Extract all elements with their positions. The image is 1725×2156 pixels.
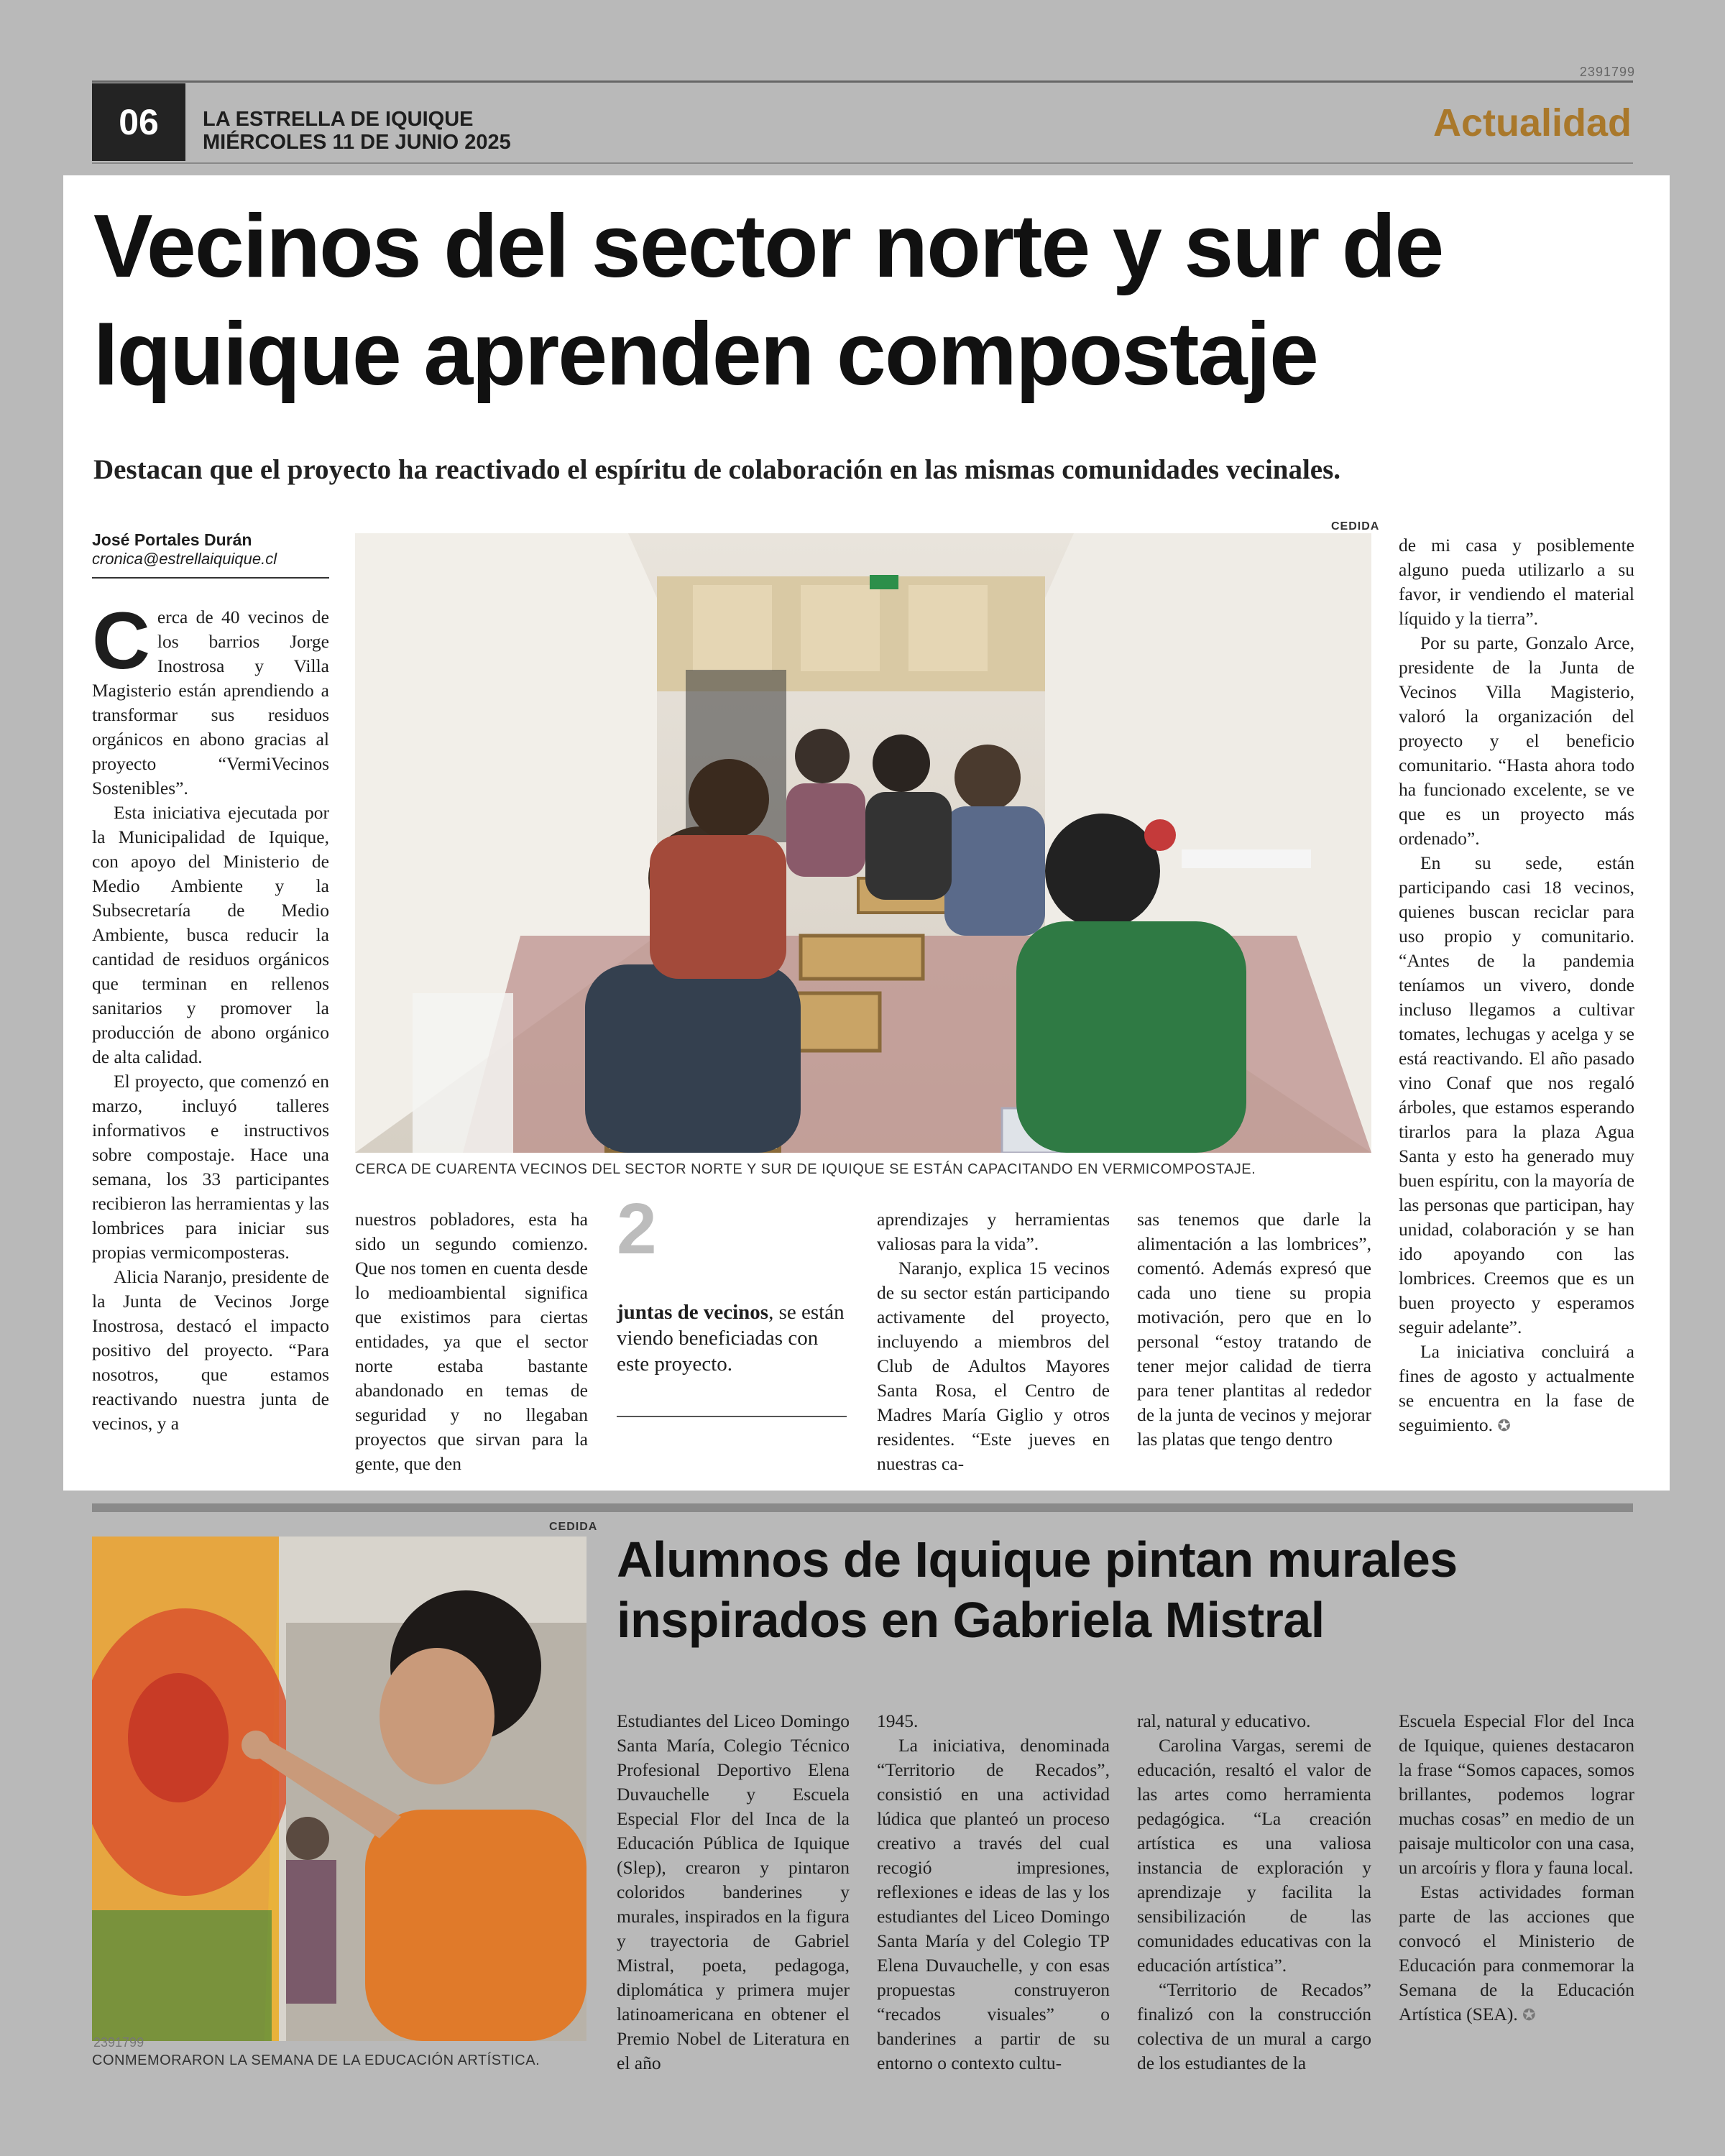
article-paragraph: El proyecto, que comenzó en marzo, incluyó talleres informativos e instructivos sobre compostaje. Hace una semana, los 33 participantes recibieron las herramientas y las lombrices para iniciar sus propias vermicomposteras. (92, 1071, 329, 1263)
mural-painting-photo (92, 1537, 586, 2041)
article-column-4 (877, 1207, 1110, 1476)
article-paragraph: Escuela Especial Flor del Inca de Iquique, quienes destacaron la frase “Somos capaces, somos brillantes, podemos lograr muchas cosas” en medio de un paisaje multicolor con una casa, un arcoíris y flora y fauna local. (1399, 1710, 1634, 1878)
masthead (203, 108, 511, 154)
article-paragraph: Cerca de 40 vecinos de los barrios Jorge Inostrosa y Villa Magisterio están aprendiendo a transformar sus residuos orgánicos en abono gracias al proyecto “VermiVecinos Sostenibles”. (92, 596, 329, 798)
article-headline: Vecinos del sector norte y sur de Iquique aprenden compostaje (93, 197, 1443, 404)
composting-workshop-photo (355, 533, 1371, 1153)
article-paragraph: La iniciativa, denominada “Territorio de Recados”, consistió en una actividad lúdica que planteó un proceso creativo a través del cual recogió impresiones, reflexiones e ideas de las y los estudiantes del Liceo Domingo Santa María y del Colegio TP Elena Duvauchelle, y con esas propuestas construyeron “recados visuales” o banderines a partir de su entorno o contexto cultu- (877, 1735, 1110, 2073)
section-label: Actualidad (1432, 101, 1632, 144)
article-paragraph: sas tenemos que darle la alimentación a las lombrices”, comentó. Además expresó que cada uno tiene su propia motivación, pero que en lo personal “estoy tratando de tener mejor calidad de tierra para tener plantitas al rededor de la junta de vecinos y mejorar las platas que tengo dentro (1137, 1209, 1371, 1450)
article-paragraph: aprendizajes y herramientas valiosas para la vida”. (877, 1209, 1110, 1254)
article-column-5 (1137, 1207, 1371, 1452)
article-paragraph: Estas actividades forman parte de las acciones que convocó el Ministerio de Educación para conmemorar la Semana de la Educación Artística (SEA). ✪ (1399, 1881, 1634, 2024)
author-name: José Portales Durán (92, 530, 252, 549)
drop-cap: C (92, 596, 150, 686)
highlight-rest: , se están viendo beneficiadas con este proyecto. (617, 1301, 845, 1376)
issue-date: MIÉRCOLES 11 DE JUNIO 2025 (203, 131, 511, 154)
end-mark-icon: ✪ (1522, 2006, 1536, 2024)
page-number: 06 (92, 83, 185, 161)
article-paragraph: de mi casa y posiblemente alguno pueda utilizarlo a su favor, ir vendiendo el material líquido y la tierra”. (1399, 535, 1634, 629)
top-rule (92, 80, 1633, 83)
article-column-1 (92, 596, 329, 1436)
highlight-bold: juntas de vecinos (617, 1301, 769, 1324)
highlight-rule (617, 1416, 847, 1417)
photo-credit: CEDIDA (1331, 520, 1380, 533)
article-paragraph: Carolina Vargas, seremi de educación, resaltó el valor de las artes como herramienta pedagógica. “La creación artística es una valiosa instancia de exploración y aprendizaje y facilita la sensibilización de las comunidades educativas con la educación artística”. (1137, 1735, 1371, 1976)
article2-column-1 (617, 1709, 850, 2076)
article-column-6 (1399, 533, 1634, 1438)
header-rule (92, 162, 1633, 164)
article-paragraph: 1945. (877, 1710, 919, 1731)
article-paragraph: nuestros pobladores, esta ha sido un segundo comienzo. Que nos tomen en cuenta desde lo medioambiental significa que existimos para ciertas entidades, ya que el sector norte estaba bastante abandonado en temas de seguridad y no llegaban proyectos que sirvan para la gente, que den (355, 1209, 588, 1474)
section-divider (92, 1503, 1633, 1512)
article-paragraph: En su sede, están participando casi 18 vecinos, quienes buscan reciclar para uso propio y comunitario. “Antes de la pandemia teníamos un vivero, donde incluso llegamos a cultivar tomates, lechugas y acelga y se está reactivando. El año pasado vino Conaf que nos regaló árboles, que estamos esperando tirarlos para la plaza Agua Santa y esto ha generado muy buen espíritu, con la mayoría de las personas que participan, hay unidad, colaboración y se han ido apoyando con las lombrices. Creemos que es un buen proyecto y esperamos seguir adelante”. (1399, 852, 1634, 1337)
article-paragraph: La iniciativa concluirá a fines de agosto y actualmente se encuentra en la fase de seguimiento. ✪ (1399, 1341, 1634, 1435)
photo2-credit: CEDIDA (549, 1521, 598, 1533)
photo2-caption: CONMEMORARON LA SEMANA DE LA EDUCACIÓN ARTÍSTICA. (92, 2053, 540, 2068)
photo-caption: CERCA DE CUARENTA VECINOS DEL SECTOR NORTE Y SUR DE IQUIQUE SE ESTÁN CAPACITANDO EN VERMICOMPOSTAJE. (355, 1161, 1256, 1177)
article-paragraph: “Territorio de Recados” finalizó con la construcción colectiva de un mural a cargo de los estudiantes de la (1137, 1979, 1371, 2073)
author-email: cronica@estrellaiquique.cl (92, 550, 277, 568)
article2-column-3 (1137, 1709, 1371, 2076)
end-mark-icon: ✪ (1497, 1416, 1511, 1434)
article-column-2 (355, 1207, 588, 1476)
paper-name: LA ESTRELLA DE IQUIQUE (203, 108, 474, 131)
article-paragraph: Esta iniciativa ejecutada por la Municipalidad de Iquique, con apoyo del Ministerio de Medio Ambiente y la Subsecretaría de Medio Ambiente, busca reducir la cantidad de residuos orgánicos que terminan en rellenos sanitarios y promover la producción de abono orgánico de alta calidad. (92, 802, 329, 1067)
article-paragraph: ral, natural y educativo. (1137, 1710, 1311, 1731)
article-paragraph: Alicia Naranjo, presidente de la Junta de Vecinos Jorge Inostrosa, destacó el impacto positivo del proyecto. “Para nosotros, que estamos reactivando nuestra junta de vecinos, y a (92, 1266, 329, 1434)
article-deck: Destacan que el proyecto ha reactivado el espíritu de colaboración en las mismas comunidades vecinales. (93, 454, 1341, 485)
article-paragraph: Por su parte, Gonzalo Arce, presidente de la Junta de Vecinos Villa Magisterio, valoró la organización del proyecto y el beneficio comunitario. “Hasta ahora todo ha funcionado excelente, se ve que es un proyecto más ordenado”. (1399, 632, 1634, 849)
article2-headline: Alumnos de Iquique pintan murales inspirados en Gabriela Mistral (617, 1531, 1458, 1648)
article-paragraph: Estudiantes del Liceo Domingo Santa María, Colegio Técnico Profesional Deportivo Elena Duvauchelle y Escuela Especial Flor del Inca de la Educación Pública de Iquique (Slep), crearon y pintaron coloridos banderines y murales, inspirados en la figura y trayectoria de Gabriel Mistral, poeta, pedagoga, diplomática y primera mujer latinoamericana en obtener el Premio Nobel de Literatura en el año (617, 1710, 850, 2073)
photo2-id: 2391799 (93, 2035, 144, 2050)
highlight-number: 2 (617, 1189, 657, 1269)
byline (92, 530, 329, 579)
highlight-text (617, 1299, 847, 1377)
article-paragraph: Naranjo, explica 15 vecinos de su sector están participando activamente del proyecto, incluyendo a miembros del Club de Adultos Mayores Santa Rosa, el Centro de Madres María Giglio y otros residentes. “Este jueves en nuestras ca- (877, 1258, 1110, 1474)
clip-id: 2391799 (1579, 65, 1635, 79)
article2-column-2 (877, 1709, 1110, 2076)
article2-column-4 (1399, 1709, 1634, 2027)
